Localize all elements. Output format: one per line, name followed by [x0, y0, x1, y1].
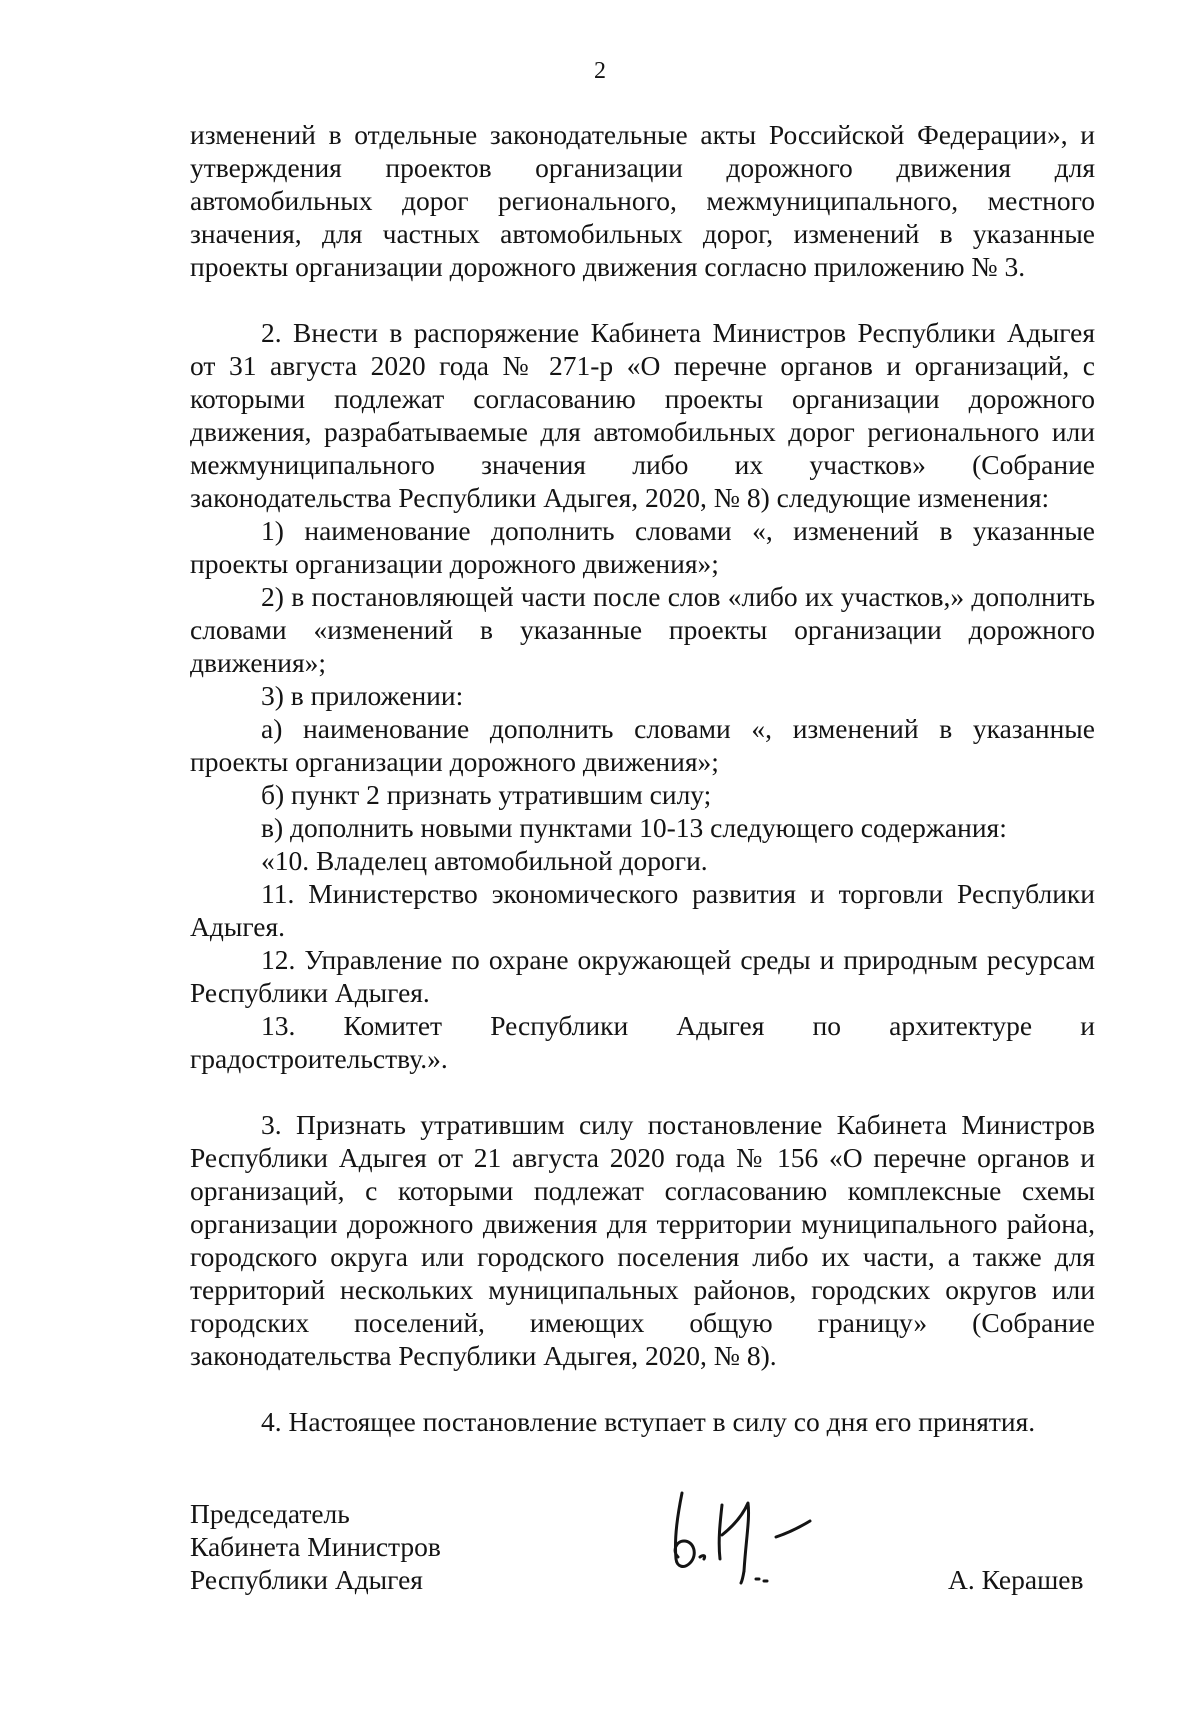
paragraph-3-repeal: 3. Признать утратившим силу постановление Кабинета Министров Республики Адыгея от 21 августа 2020 года № 156 «О перечне органов и организаций, с которыми подлежат согласованию комплексные схемы организации дорожного движения для территории муниципального района, городского округа или городского поселения либо их части, а также для территорий нескольких муниципальных районов, городских округов или городских поселений, имеющих общую границу» (Собрание законодательства Республики Адыгея, 2020, № 8). [190, 1109, 1095, 1371]
subitem-a-title: а) наименование дополнить словами «, изменений в указанные проекты организации дорожного движения»; [190, 713, 1095, 777]
signatory-position-line-1: Председатель [190, 1498, 350, 1529]
list-item-13: 13. Комитет Республики Адыгея по архитектуре и градостроительству.». [190, 1010, 1095, 1074]
signatory-name: А. Керашев [948, 1564, 1084, 1595]
signatory-position [190, 1497, 441, 1596]
subitem-2-operative-part: 2) в постановляющей части после слов «либо их участков,» дополнить словами «изменений в указанные проекты организации дорожного движения»; [190, 581, 1095, 678]
subitem-3-appendix: 3) в приложении: [261, 680, 464, 711]
list-item-11: 11. Министерство экономического развития и торговли Республики Адыгея. [190, 878, 1095, 942]
handwritten-signature [660, 1475, 860, 1585]
paragraph-1-continuation: изменений в отдельные законодательные акты Российской Федерации», и утверждения проектов организации дорожного движения для автомобильных дорог регионального, межмуниципального, местного значения, для частных автомобильных дорог, изменений в указанные проекты организации дорожного движения согласно приложению № 3. [190, 119, 1095, 282]
paragraph-2-amend-order: 2. Внести в распоряжение Кабинета Министров Республики Адыгея от 31 августа 2020 года № 271-р «О перечне органов и организаций, с которыми подлежат согласованию проекты организации дорожного движения, разрабатываемые для автомобильных дорог регионального или межмуниципального значения либо их участков» (Собрание законодательства Республики Адыгея, 2020, № 8) следующие изменения: [190, 317, 1095, 513]
subitem-v-new-points: в) дополнить новыми пунктами 10-13 следующего содержания: [261, 812, 1007, 843]
page-number: 2 [594, 58, 606, 84]
list-item-10: «10. Владелец автомобильной дороги. [261, 845, 708, 876]
subitem-1-title: 1) наименование дополнить словами «, изменений в указанные проекты организации дорожного движения»; [190, 515, 1095, 579]
signatory-position-line-2: Кабинета Министров [190, 1531, 441, 1562]
paragraph-4-effective: 4. Настоящее постановление вступает в силу со дня его принятия. [261, 1406, 1036, 1437]
list-item-12: 12. Управление по охране окружающей среды и природным ресурсам Республики Адыгея. [190, 944, 1095, 1008]
subitem-b-point-2: б) пункт 2 признать утратившим силу; [261, 779, 712, 810]
signatory-position-line-3: Республики Адыгея [190, 1564, 423, 1595]
document-body [190, 118, 1095, 1438]
